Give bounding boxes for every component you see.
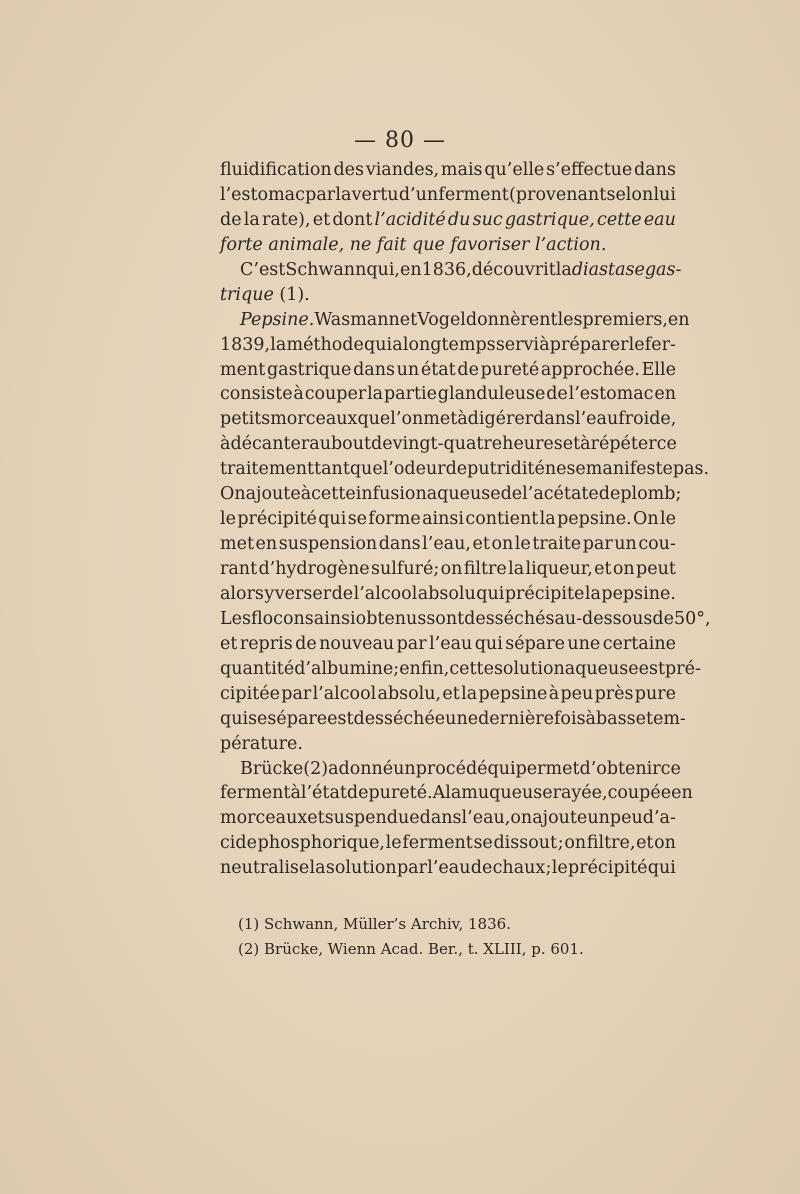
word: à (220, 434, 231, 455)
word: que (357, 409, 391, 430)
page-number: — 80 — (354, 128, 446, 153)
word: près (594, 683, 634, 704)
word: verser (274, 583, 332, 604)
word: permet (515, 758, 580, 779)
text-line (220, 732, 676, 757)
word: et (307, 808, 325, 829)
word: morceaux (220, 808, 308, 829)
word: alors (220, 583, 264, 604)
word: donnèrent (465, 309, 558, 330)
word: petits (220, 409, 271, 430)
word: la (461, 683, 478, 704)
text-line (220, 831, 676, 856)
word: ajoute (532, 808, 588, 829)
text-line (220, 457, 710, 482)
word: nouveau (319, 633, 395, 654)
word: en (671, 783, 693, 804)
word: l’estomac (220, 184, 305, 205)
word: quantité (220, 658, 295, 679)
word: procédé (415, 758, 488, 779)
word: fluidification (220, 160, 332, 180)
word: pureté (480, 359, 540, 380)
word: (2) (303, 758, 329, 779)
word: pepsine. (601, 583, 676, 604)
word: de (371, 434, 393, 455)
word: précipité (568, 858, 648, 879)
word: l’estomac (568, 384, 654, 405)
word: au-dessous (554, 608, 653, 629)
body-text (220, 158, 711, 881)
text-line (220, 258, 682, 283)
word: on (510, 808, 533, 829)
word: la (270, 334, 287, 355)
word: rate), (261, 209, 311, 230)
word: de (457, 359, 479, 380)
word: selon (606, 184, 654, 205)
word: rayée, (552, 783, 608, 804)
word: d’hydrogène (258, 559, 370, 579)
word: phosphorique, (257, 833, 385, 854)
word: le (659, 509, 676, 530)
word: qui (476, 583, 505, 604)
text-line (220, 532, 676, 557)
word: diastase (571, 259, 645, 280)
word: gas- (644, 259, 682, 280)
word: ce (660, 758, 681, 779)
text-line (220, 806, 676, 831)
word: 50°, (673, 608, 711, 629)
word: qui (364, 334, 393, 355)
word: un (614, 534, 637, 555)
word: contient (465, 509, 539, 530)
text-line (220, 707, 686, 732)
word: ainsi (422, 509, 465, 530)
word: 1839, (220, 334, 271, 355)
word: et (594, 559, 612, 579)
word: l’alcool (312, 683, 377, 704)
text-line (220, 607, 711, 632)
word: tant (314, 459, 350, 480)
word: lui (653, 184, 676, 205)
word: pepsine. (557, 509, 632, 530)
word: de (546, 384, 568, 405)
word: Les (220, 608, 251, 629)
word: une (445, 708, 479, 729)
word: (provenant (509, 184, 607, 205)
word: le (551, 858, 568, 879)
word: cipitée (220, 683, 280, 704)
line-text: pérature. (220, 733, 303, 754)
word: ferment (402, 833, 473, 854)
word: ferment (438, 184, 509, 205)
text-line (220, 482, 682, 507)
word: méthode (286, 334, 364, 355)
word: dernière (478, 708, 554, 729)
word: état (420, 359, 456, 380)
word: l’eau, (461, 808, 511, 829)
word: de (500, 484, 523, 505)
word: la (555, 259, 572, 280)
word: suc (472, 209, 503, 230)
word: tem- (645, 708, 686, 729)
word: par (582, 534, 613, 555)
word: 1836, (421, 259, 472, 280)
word: solution (325, 858, 397, 879)
word: on (491, 534, 514, 555)
word: eau (643, 209, 676, 230)
word: ; (557, 833, 564, 854)
word: par (305, 184, 336, 205)
text-line (220, 233, 676, 258)
word: le (628, 334, 645, 355)
word: putridité (467, 459, 545, 480)
word: sépare (267, 708, 328, 729)
word: solution (493, 658, 565, 679)
word: sulfuré; (371, 559, 440, 579)
word: de (295, 633, 317, 654)
word: à (293, 384, 304, 405)
word: met (220, 534, 254, 555)
footnote-1: (1) Schwann, Müller’s Archiv, 1836. (238, 915, 511, 933)
word: l’eau (575, 409, 619, 430)
word: servi (495, 334, 540, 355)
word: On (632, 509, 659, 530)
word: pureté. (368, 783, 433, 804)
word: un (396, 359, 420, 380)
word: cette (449, 658, 494, 679)
word: Wasmann (314, 309, 400, 330)
word: et (312, 209, 331, 230)
word: le (514, 534, 531, 555)
word: découvrit (471, 259, 556, 280)
word: à (300, 484, 312, 505)
word: glanduleuse (437, 384, 546, 405)
word: la (508, 559, 525, 579)
word: gastrique, (504, 209, 595, 230)
word: précipite (504, 583, 585, 604)
word: vertu (351, 184, 399, 205)
word: pré- (665, 658, 701, 679)
word: Schwann (285, 259, 367, 280)
word: préparer (549, 334, 629, 355)
word: dans (378, 534, 421, 555)
word: ; (393, 658, 400, 679)
text-line (220, 183, 676, 208)
word: manifeste (585, 459, 673, 480)
word: la (243, 209, 260, 230)
word: dans (634, 160, 676, 180)
text-line (220, 657, 701, 682)
word: A (432, 783, 446, 804)
word: l’alcool (353, 583, 418, 604)
word: s’effectue (546, 160, 633, 180)
word: desséchés (464, 608, 555, 629)
word: a (328, 758, 339, 779)
word: peu (560, 683, 594, 704)
word: filtre (463, 559, 507, 579)
word: filtre, (586, 833, 636, 854)
word: heures (502, 434, 563, 455)
word: couper (304, 384, 367, 405)
text-line (220, 781, 693, 806)
word: se (566, 459, 586, 480)
text-line (220, 856, 676, 881)
word: ajoute (245, 484, 301, 505)
word: desséchée (353, 708, 446, 729)
word: rant (220, 559, 258, 579)
word: du (447, 209, 471, 230)
word: qui, (366, 259, 400, 280)
text-line (220, 582, 676, 607)
text-line (220, 358, 676, 383)
word: et (562, 434, 581, 455)
italic-text: trique (220, 284, 274, 305)
word: flocons (250, 608, 314, 629)
word: à (539, 334, 550, 355)
word: peut (636, 559, 676, 579)
italic-text: forte animale, ne fait que favoriser l’action. (220, 234, 607, 255)
word: enfin, (399, 658, 450, 679)
word: l’eau, (422, 534, 471, 555)
word: un (393, 758, 416, 779)
word: muqueuse (461, 783, 553, 804)
word: se (473, 833, 493, 854)
word: infusion (355, 484, 427, 505)
word: ; (675, 484, 682, 505)
word: dont (332, 209, 373, 230)
word: une (567, 633, 601, 654)
word: partie (383, 384, 437, 405)
word: en (667, 309, 690, 330)
text-line (220, 283, 676, 308)
word: et (472, 534, 490, 555)
word: de (445, 459, 468, 480)
word: cou- (638, 534, 676, 555)
word: Pepsine. (240, 309, 315, 330)
word: on (654, 833, 676, 854)
word: Vogel (417, 309, 466, 330)
word: ne (544, 459, 567, 480)
word: qui (647, 858, 676, 879)
word: et (636, 833, 654, 854)
word: donné (338, 758, 394, 779)
word: est (327, 708, 354, 729)
word: d’un (398, 184, 439, 205)
word: ; (545, 858, 552, 879)
word: on (612, 559, 635, 579)
word: qui (474, 633, 503, 654)
word: traitement (220, 459, 315, 480)
word: neutralise (220, 858, 310, 879)
text-line (220, 158, 676, 183)
word: que (349, 459, 383, 480)
footnotes (238, 912, 584, 962)
word: ment (220, 359, 266, 380)
word: suspension (278, 534, 378, 555)
word: Brücke (240, 758, 304, 779)
word: coupée (607, 783, 672, 804)
word: dans (533, 409, 576, 430)
word: le (385, 833, 402, 854)
word: l’eau (427, 858, 471, 879)
text-line (220, 557, 676, 582)
word: en (399, 259, 422, 280)
word: à (548, 683, 560, 704)
word: Elle (641, 359, 676, 380)
word: obtenus (355, 608, 427, 629)
word: ainsi (313, 608, 356, 629)
word: viandes, (365, 160, 440, 180)
word: la (309, 858, 326, 879)
word: par (396, 858, 427, 879)
word: un (587, 808, 610, 829)
word: les (557, 309, 583, 330)
word: qu’elle (484, 160, 545, 180)
word: d’a- (642, 808, 676, 829)
word: aqueuse (426, 484, 501, 505)
word: ferment (220, 783, 291, 804)
word: on (564, 833, 587, 854)
word: de (470, 858, 493, 879)
word: de (331, 583, 354, 604)
word: se (248, 708, 268, 729)
word: peu (609, 808, 643, 829)
word: absolu (417, 583, 476, 604)
word: qui (318, 509, 347, 530)
word: l’odeur (382, 459, 446, 480)
text-line (220, 208, 676, 233)
word: chaux (492, 858, 546, 879)
text-line (220, 382, 676, 407)
word: on (440, 559, 463, 579)
word: fois (553, 708, 586, 729)
word: à (580, 434, 591, 455)
word: premiers, (582, 309, 668, 330)
word: plomb (620, 484, 676, 505)
word: l’état (300, 783, 347, 804)
word: à (585, 708, 596, 729)
word: dans (353, 359, 395, 380)
text-line (220, 432, 676, 457)
word: consiste (220, 384, 293, 405)
word: la (539, 509, 556, 530)
word: de (220, 209, 242, 230)
word: approchée. (540, 359, 640, 380)
word: pepsine (478, 683, 548, 704)
word: sont (426, 608, 465, 629)
word: en (255, 534, 278, 555)
word: de (598, 484, 621, 505)
word: au (309, 434, 331, 455)
word: et (220, 633, 238, 654)
text-line (220, 333, 676, 358)
word: le (220, 509, 236, 530)
word: d’obtenir (579, 758, 661, 779)
word: cide (220, 833, 257, 854)
word: à (290, 783, 301, 804)
word: forme (368, 509, 421, 530)
word: la (445, 783, 462, 804)
word: la (367, 384, 384, 405)
word: l’acétate (522, 484, 599, 505)
word: liqueur, (525, 559, 593, 579)
word: la (584, 583, 601, 604)
text-line (220, 682, 676, 707)
text-line (220, 407, 676, 432)
word: est (638, 658, 666, 679)
word: qui (487, 758, 516, 779)
word: On (220, 484, 246, 505)
word: cette (597, 209, 642, 230)
word: la (335, 184, 352, 205)
line-text: (1). (273, 284, 310, 305)
word: de (346, 783, 369, 804)
word: l’acidité (374, 209, 446, 230)
word: qui (220, 708, 249, 729)
text-line (220, 632, 676, 657)
text-line (220, 757, 681, 782)
word: a (392, 334, 403, 355)
word: fer- (644, 334, 676, 355)
word: et (442, 683, 460, 704)
word: y (264, 583, 275, 604)
word: par (281, 683, 312, 704)
word: dissout (493, 833, 558, 854)
word: des (333, 160, 365, 180)
word: répéter (590, 434, 657, 455)
text-line (220, 507, 676, 532)
text-line (220, 308, 690, 333)
word: l’on (390, 409, 424, 430)
word: C’est (240, 259, 286, 280)
word: froide, (618, 409, 677, 430)
footnote-2: (2) Brücke, Wienn Acad. Ber., t. XLIII, p. 601. (238, 940, 584, 958)
word: pas. (672, 459, 710, 480)
word: dans (419, 808, 462, 829)
word: mais (440, 160, 483, 180)
word: de (652, 608, 674, 629)
word: gastrique (266, 359, 352, 380)
word: en (654, 384, 676, 405)
word: se (347, 509, 368, 530)
word: digérer (467, 409, 534, 430)
word: certaine (602, 633, 676, 654)
word: décanter (230, 434, 310, 455)
word: l’eau (429, 633, 473, 654)
word: et (399, 309, 418, 330)
word: met (423, 409, 458, 430)
word: bout (330, 434, 372, 455)
word: précipité (237, 509, 317, 530)
word: repris (239, 633, 293, 654)
word: absolu, (377, 683, 442, 704)
word: cette (311, 484, 356, 505)
word: vingt-quatre (392, 434, 503, 455)
word: aqueuse (564, 658, 639, 679)
word: pure (634, 683, 676, 704)
word: d’albumine (294, 658, 394, 679)
word: par (396, 633, 427, 654)
word: ce (656, 434, 677, 455)
word: basse (595, 708, 646, 729)
word: suspendue (324, 808, 420, 829)
word: sépare (505, 633, 565, 654)
word: à (457, 409, 468, 430)
word: traite (532, 534, 582, 555)
word: longtemps (402, 334, 496, 355)
word: morceaux (270, 409, 358, 430)
